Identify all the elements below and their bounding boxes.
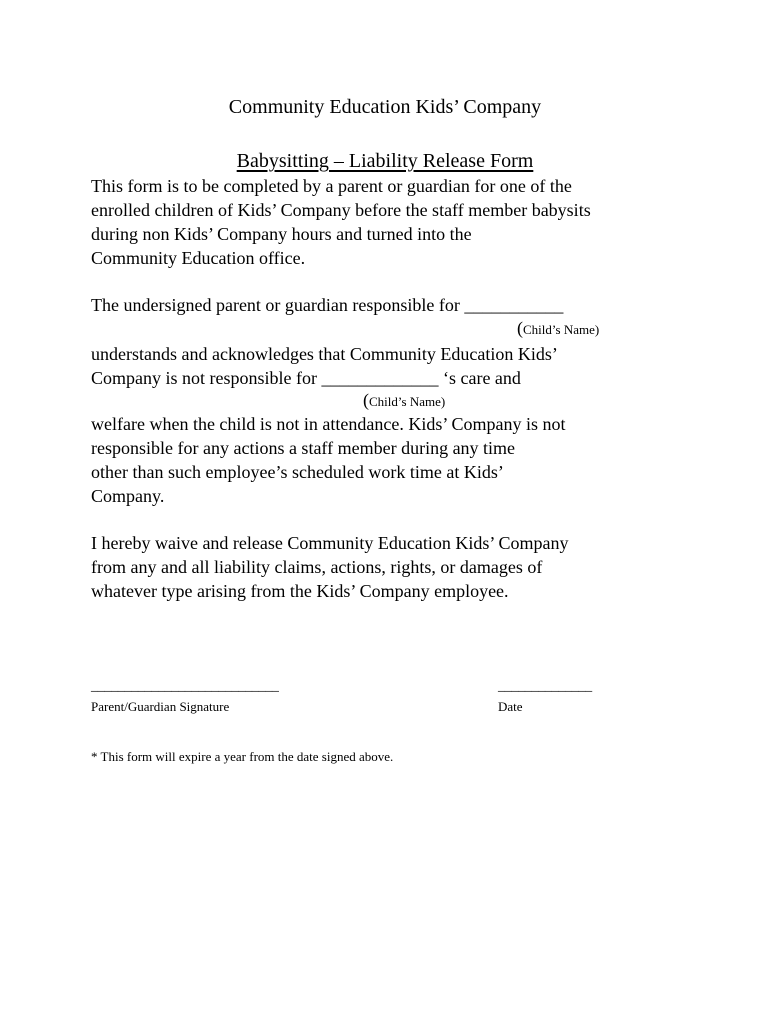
welfare-line-4: Company. bbox=[91, 486, 165, 506]
child-name-label-2-text: Child’s Name) bbox=[369, 394, 446, 409]
acknowledgement-line-1: The undersigned parent or guardian responsible for ___________ bbox=[91, 295, 564, 315]
intro-line-1: This form is to be completed by a parent or guardian for one of the bbox=[91, 176, 572, 196]
footnote: * This form will expire a year from the date signed above. bbox=[91, 749, 394, 764]
acknowledgement-line-3: Company is not responsible for _____________ ‘s care and bbox=[91, 368, 521, 388]
waiver-line-3: whatever type arising from the Kids’ Company employee. bbox=[91, 581, 509, 601]
waiver-line-1: I hereby waive and release Community Education Kids’ Company bbox=[91, 533, 569, 553]
date-label: Date bbox=[498, 699, 523, 714]
welfare-line-1: welfare when the child is not in attendance. Kids’ Company is not bbox=[91, 414, 566, 434]
date-line: ______________ bbox=[498, 679, 592, 694]
child-name-label-2 bbox=[363, 391, 445, 411]
waiver-line-2: from any and all liability claims, actions, rights, or damages of bbox=[91, 557, 543, 577]
signature-line: ____________________________ bbox=[91, 679, 279, 694]
intro-line-2: enrolled children of Kids’ Company before the staff member babysits bbox=[91, 200, 591, 220]
child-name-label-1-text: Child’s Name) bbox=[523, 322, 600, 337]
organization-title: Community Education Kids’ Company bbox=[228, 96, 542, 118]
child-name-label-1 bbox=[517, 319, 599, 339]
welfare-line-3: other than such employee’s scheduled work time at Kids’ bbox=[91, 462, 504, 482]
child-name-label-2-paren: ( bbox=[363, 390, 369, 410]
signature-label: Parent/Guardian Signature bbox=[91, 699, 230, 714]
welfare-line-2: responsible for any actions a staff member during any time bbox=[91, 438, 516, 458]
intro-line-3: during non Kids’ Company hours and turned into the bbox=[91, 224, 472, 244]
form-title: Babysitting – Liability Release Form bbox=[236, 150, 534, 172]
child-name-label-1-paren: ( bbox=[517, 318, 523, 338]
intro-line-4: Community Education office. bbox=[91, 248, 306, 268]
acknowledgement-line-2: understands and acknowledges that Community Education Kids’ bbox=[91, 344, 558, 364]
